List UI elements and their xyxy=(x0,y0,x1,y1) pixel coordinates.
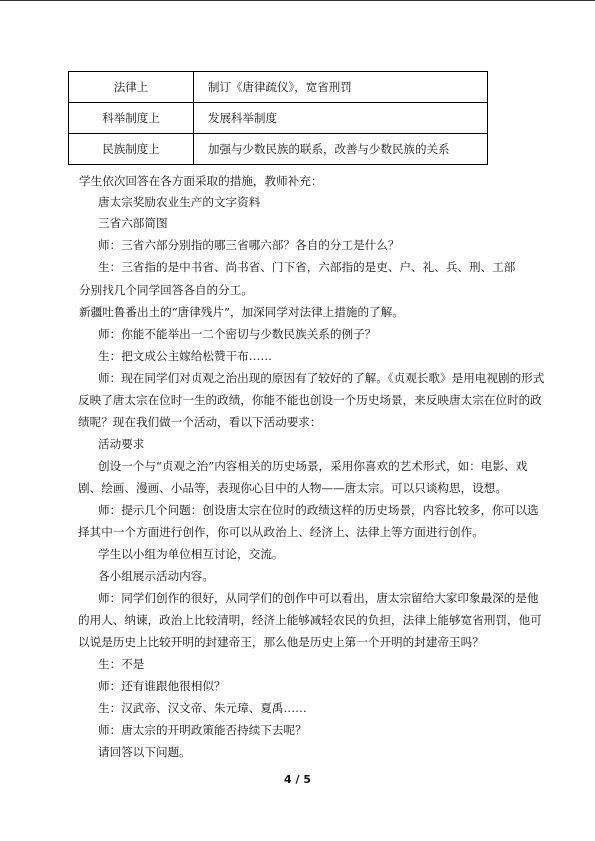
body-line: 师：唐太宗的开明政策能否持续下去呢？ xyxy=(98,723,307,737)
body-line: 创设一个与“贞观之治”内容相关的历史场景，采用你喜欢的艺术形式，如：电影、戏 xyxy=(98,459,528,473)
table-cell-category: 科举制度上 xyxy=(69,103,194,134)
table-cell-category: 法律上 xyxy=(69,72,194,103)
body-line: 分别找几个同学回答各自的分工。 xyxy=(79,283,253,297)
body-line: 唐太宗奖励农业生产的文字资料 xyxy=(98,195,261,209)
body-line: 新疆吐鲁番出土的“唐律残片”，加深同学对法律上措施的了解。 xyxy=(79,305,404,319)
body-line: 师：提示几个问题：创设唐太宗在位时的政绩这样的历史场景，内容比较多，你可以选 xyxy=(98,503,539,517)
body-line: 请回答以下问题。 xyxy=(98,745,191,759)
table-row xyxy=(69,103,488,134)
body-line: 师：同学们创作的很好，从同学们的创作中可以看出，唐太宗留给大家印象最深的是他 xyxy=(98,591,539,605)
top-rule xyxy=(0,0,595,1)
table-cell-category: 民族制度上 xyxy=(69,134,194,165)
body-line: 的用人、纳谏，政治上比较清明，经济上能够减轻农民的负担，法律上能够宽省刑罚，他可 xyxy=(78,613,542,627)
section-heading: 活动要求 xyxy=(98,437,145,451)
page-number: 4 / 5 xyxy=(284,773,311,786)
body-line: 生：把文成公主嫁给松赞干布…… xyxy=(98,349,272,363)
measures-table xyxy=(68,71,488,165)
body-line: 师：还有谁跟他很相似？ xyxy=(98,679,226,693)
body-line: 三省六部简图 xyxy=(98,216,168,230)
body-line: 反映了唐太宗在位时一生的政绩，你能不能也创设一个历史场景，来反映唐太宗在位时的政 xyxy=(78,393,542,407)
table-cell-measure: 制订《唐律疏仪》，宽省刑罚 xyxy=(194,72,488,103)
table-row xyxy=(69,72,488,103)
body-line: 生：不是 xyxy=(98,657,145,671)
body-line: 师：你能不能举出一二个密切与少数民族关系的例子？ xyxy=(98,327,377,341)
body-line: 生：三省指的是中书省、尚书省、门下省，六部指的是吏、户、礼、兵、刑、工部 xyxy=(98,260,516,274)
body-line: 绩呢？现在我们做一个活动，看以下活动要求： xyxy=(78,415,322,429)
table-cell-measure: 加强与少数民族的联系，改善与少数民族的关系 xyxy=(194,134,488,165)
body-line: 择其中一个方面进行创作，你可以从政治上、经济上、法律上等方面进行创作。 xyxy=(78,525,484,539)
body-line: 师：三省六部分别指的哪三省哪六部？各自的分工是什么？ xyxy=(98,238,400,252)
body-line: 生：汉武帝、汉文帝、朱元璋、夏禹…… xyxy=(98,701,307,715)
body-line: 师：现在同学们对贞观之治出现的原因有了较好的了解。《贞观长歌》是用电视剧的形式 xyxy=(98,371,545,385)
table-row xyxy=(69,134,488,165)
body-line: 各小组展示活动内容。 xyxy=(98,569,214,583)
body-line: 学生以小组为单位相互讨论，交流。 xyxy=(98,547,284,561)
body-line: 学生依次回答在各方面采取的措施，教师补充： xyxy=(79,174,323,188)
body-line: 以说是历史上比较开明的封建帝王，那么他是历史上第一个开明的封建帝王吗？ xyxy=(78,635,484,649)
table-cell-measure: 发展科举制度 xyxy=(194,103,488,134)
body-line: 剧、绘画、漫画、小品等，表现你心目中的人物——唐太宗。可以只谈构思，设想。 xyxy=(78,481,507,495)
